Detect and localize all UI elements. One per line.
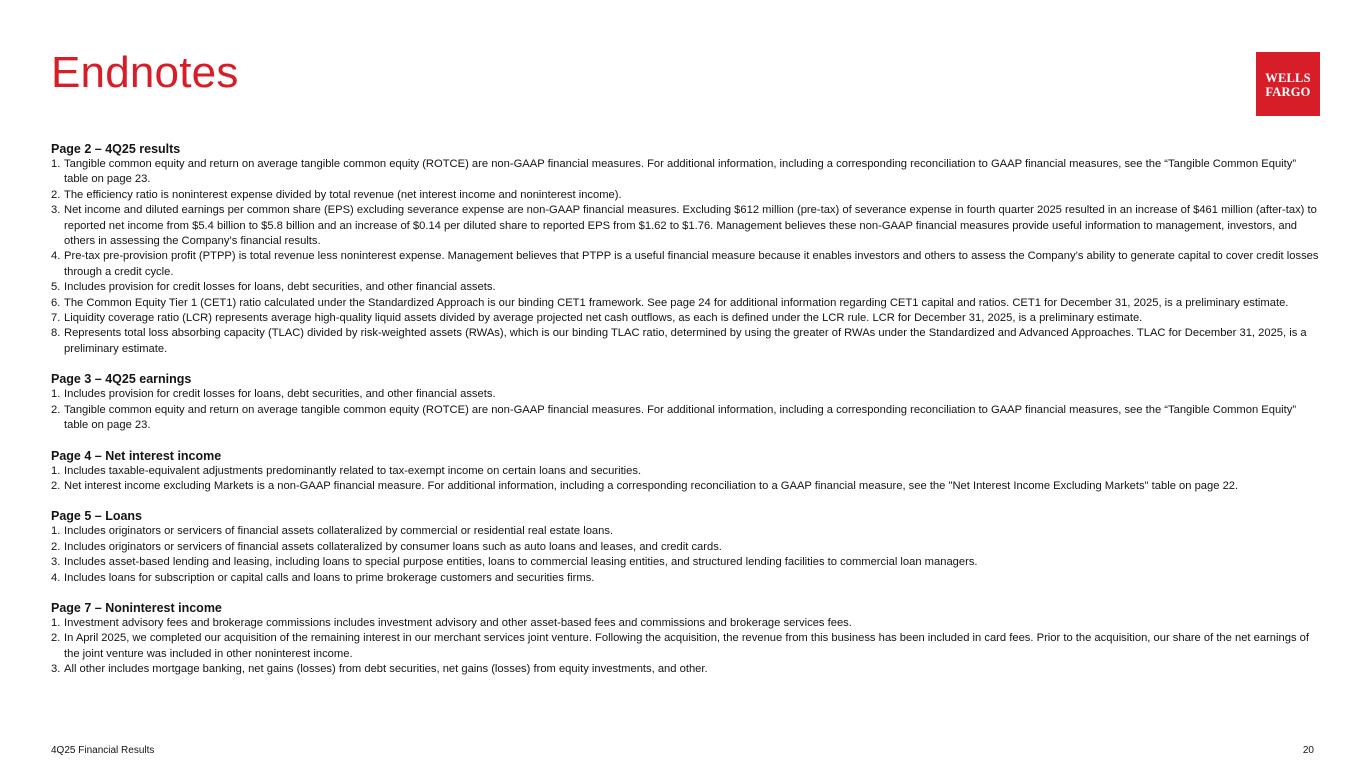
logo-line-1: WELLS bbox=[1265, 70, 1311, 85]
note-text: Tangible common equity and return on average tangible common equity (ROTCE) are non-GAAP financial measures. For additional information, including a corresponding reconciliation to GAAP financial measures, see the “Tangible Common Equity” table on page 23. bbox=[64, 403, 1297, 432]
note-text: Represents total loss absorbing capacity (TLAC) divided by risk-weighted assets (RWAs), which is our binding TLAC ratio, determined by using the greater of RWAs under the Standardized and Advanced Approaches. TLAC for December 31, 2025, is a preliminary estimate. bbox=[64, 327, 1307, 355]
endnote bbox=[51, 555, 1321, 570]
note-number: 5. bbox=[51, 281, 61, 294]
wells-fargo-logo bbox=[1256, 52, 1320, 116]
note-text: All other includes mortgage banking, net gains (losses) from debt securities, net gains (losses) from equity investments, and other. bbox=[64, 663, 708, 676]
note-text: The efficiency ratio is noninterest expense divided by total revenue (net interest income and noninterest income). bbox=[64, 188, 622, 201]
notes-list bbox=[51, 157, 1321, 357]
note-text: Includes originators or servicers of financial assets collateralized by consumer loans such as auto loans and leases, and credit cards. bbox=[64, 540, 722, 553]
note-number: 1. bbox=[51, 616, 61, 629]
note-text: The Common Equity Tier 1 (CET1) ratio calculated under the Standardized Approach is our binding CET1 framework. See page 24 for additional information regarding CET1 capital and ratios. CET1 for December 31, 2025, is a preliminary estimate. bbox=[64, 296, 1289, 309]
section-page-5 bbox=[51, 508, 1321, 586]
endnote bbox=[51, 464, 1321, 479]
notes-list bbox=[51, 464, 1321, 495]
note-text: Pre-tax pre-provision profit (PTPP) is total revenue less noninterest expense. Management believes that PTPP is a useful financial measure because it enables investors and others to assess the Company’s ability to generate capital to cover credit losses through a credit cycle. bbox=[64, 250, 1319, 278]
section-page-4 bbox=[51, 448, 1321, 495]
endnote bbox=[51, 403, 1321, 434]
note-text: Includes loans for subscription or capital calls and loans to prime brokerage customers and securities firms. bbox=[64, 571, 595, 584]
endnote bbox=[51, 540, 1321, 555]
note-number: 2. bbox=[51, 540, 61, 553]
endnote bbox=[51, 157, 1321, 188]
section-heading: Page 5 – Loans bbox=[51, 509, 143, 524]
endnote bbox=[51, 479, 1321, 494]
endnote bbox=[51, 571, 1321, 586]
endnotes-content bbox=[51, 141, 1321, 692]
note-text: Tangible common equity and return on average tangible common equity (ROTCE) are non-GAAP financial measures. For additional information, including a corresponding reconciliation to GAAP financial measures, see the “Tangible Common Equity” table on page 23. bbox=[64, 158, 1297, 186]
note-text: Includes originators or servicers of financial assets collateralized by commercial or residential real estate loans. bbox=[64, 525, 614, 538]
page-title: Endnotes bbox=[51, 48, 239, 97]
endnote bbox=[51, 524, 1321, 539]
note-number: 2. bbox=[51, 632, 61, 645]
endnote bbox=[51, 616, 1321, 631]
note-text: Includes asset-based lending and leasing, including loans to special purpose entities, loans to commercial leasing entities, and structured lending facilities to commercial loan managers. bbox=[64, 556, 978, 569]
endnote bbox=[51, 296, 1321, 311]
note-number: 8. bbox=[51, 327, 61, 340]
section-heading: Page 7 – Noninterest income bbox=[51, 600, 222, 615]
endnote bbox=[51, 311, 1321, 326]
endnote bbox=[51, 280, 1321, 295]
notes-list bbox=[51, 524, 1321, 586]
endnote bbox=[51, 326, 1321, 357]
note-number: 4. bbox=[51, 250, 61, 263]
endnote bbox=[51, 203, 1321, 249]
note-text: Includes taxable-equivalent adjustments predominantly related to tax-exempt income on certain loans and securities. bbox=[64, 464, 642, 477]
note-number: 2. bbox=[51, 188, 61, 201]
page-number: 20 bbox=[1302, 745, 1314, 756]
note-number: 2. bbox=[51, 479, 61, 492]
notes-list bbox=[51, 616, 1321, 678]
logo-line-2: FARGO bbox=[1265, 84, 1311, 99]
endnote bbox=[51, 387, 1321, 402]
endnote bbox=[51, 249, 1321, 280]
note-number: 6. bbox=[51, 296, 61, 309]
section-page-3 bbox=[51, 371, 1321, 433]
note-text: Net income and diluted earnings per common share (EPS) excluding severance expense are non-GAAP financial measures. Excluding $612 million (pre-tax) of severance expense in fourth quarter 2025 resulted in an increase of $461 million (after-tax) to reported net income from $5.4 billion to $5.8 billion and an increase of $0.14 per diluted share to reported EPS from $1.62 to $1.76. Management believes these non-GAAP financial measures provide useful information to management, investors, and others in assessing the Company’s financial results. bbox=[64, 204, 1317, 248]
note-text: In April 2025, we completed our acquisition of the remaining interest in our merchant services joint venture. Following the acquisition, the revenue from this business has been included in card fees. Prior to the acquisition, our share of the net earnings of the joint venture was included in other noninterest income. bbox=[64, 632, 1309, 660]
endnote bbox=[51, 188, 1321, 203]
note-number: 1. bbox=[51, 388, 61, 401]
note-number: 1. bbox=[51, 158, 61, 170]
note-number: 4. bbox=[51, 571, 61, 584]
note-number: 2. bbox=[51, 403, 61, 416]
note-number: 3. bbox=[51, 663, 61, 676]
section-heading: Page 2 – 4Q25 results bbox=[51, 142, 181, 156]
note-text: Liquidity coverage ratio (LCR) represents average high-quality liquid assets divided by average projected net cash outflows, as each is defined under the LCR rule. LCR for December 31, 2025, is a preliminary estimate. bbox=[64, 312, 1143, 325]
section-page-7 bbox=[51, 600, 1321, 678]
section-page-2 bbox=[51, 141, 1321, 357]
section-heading: Page 3 – 4Q25 earnings bbox=[51, 372, 192, 387]
note-number: 3. bbox=[51, 204, 61, 217]
note-number: 1. bbox=[51, 525, 61, 538]
note-number: 3. bbox=[51, 556, 61, 569]
footer-label: 4Q25 Financial Results bbox=[51, 745, 155, 756]
notes-list bbox=[51, 387, 1321, 433]
note-text: Net interest income excluding Markets is a non-GAAP financial measure. For additional information, including a corresponding reconciliation to a GAAP financial measure, see the "Net Interest Income Excluding Markets" table on page 22. bbox=[64, 479, 1239, 492]
note-text: Includes provision for credit losses for loans, debt securities, and other financial assets. bbox=[64, 388, 496, 401]
note-number: 1. bbox=[51, 464, 61, 477]
endnote bbox=[51, 662, 1321, 677]
note-text: Investment advisory fees and brokerage commissions includes investment advisory and other asset-based fees and commissions and brokerage services fees. bbox=[64, 616, 852, 629]
note-number: 7. bbox=[51, 312, 61, 325]
endnote bbox=[51, 631, 1321, 662]
section-heading: Page 4 – Net interest income bbox=[51, 448, 222, 463]
note-text: Includes provision for credit losses for loans, debt securities, and other financial assets. bbox=[64, 281, 496, 294]
